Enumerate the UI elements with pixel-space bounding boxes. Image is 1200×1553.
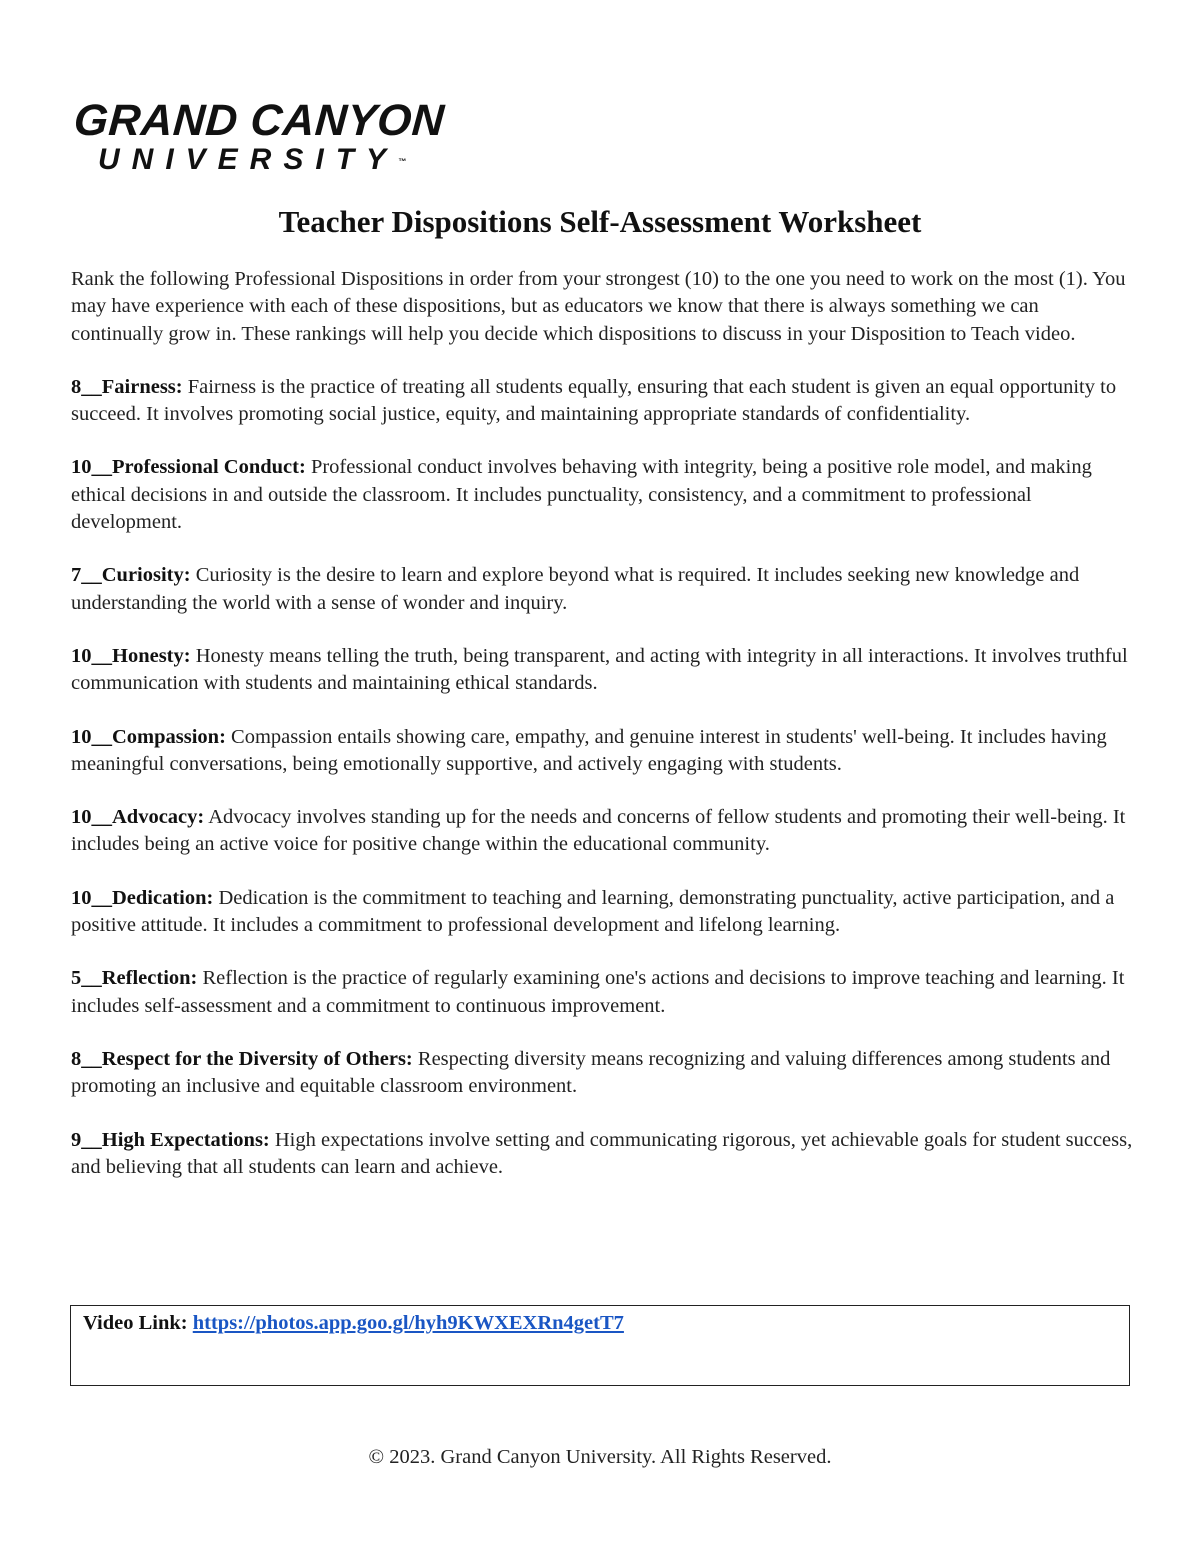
- disposition-rank: 5: [71, 967, 82, 990]
- disposition-item-high-expectations: [71, 1127, 1136, 1182]
- disposition-rank: 9: [71, 1128, 82, 1151]
- video-link-box: [70, 1305, 1130, 1386]
- logo-line-2-text: UNIVERSITY: [98, 143, 399, 176]
- disposition-rank: 7: [71, 564, 82, 587]
- disposition-item-reflection: [71, 965, 1136, 1020]
- rank-separator: __: [91, 725, 112, 748]
- disposition-rank: 10: [71, 886, 92, 909]
- rank-separator: __: [81, 564, 102, 587]
- disposition-description: Advocacy involves standing up for the needs and concerns of fellow students and promoting their well-being. It includes being an active voice for positive change within the educational community.: [71, 806, 1126, 856]
- disposition-name: Professional Conduct:: [112, 456, 306, 479]
- video-link-row: [83, 1312, 624, 1335]
- disposition-rank: 10: [71, 806, 92, 829]
- disposition-rank: 8: [71, 375, 82, 398]
- disposition-description: Reflection is the practice of regularly examining one's actions and decisions to improve teaching and learning. It includes self-assessment and a commitment to continuous improvement.: [71, 967, 1125, 1017]
- disposition-name: Fairness:: [101, 375, 183, 398]
- disposition-description: Curiosity is the desire to learn and explore beyond what is required. It includes seeking new knowledge and understanding the world with a sense of wonder and inquiry.: [71, 564, 1080, 614]
- disposition-description: Professional conduct involves behaving with integrity, being a positive role model, and making ethical decisions in and outside the classroom. It includes punctuality, consistency, and a commitment to professional development.: [71, 456, 1092, 534]
- rank-separator: __: [91, 806, 112, 829]
- disposition-name: High Expectations:: [101, 1128, 270, 1151]
- disposition-description: Compassion entails showing care, empathy, and genuine interest in students' well-being. It includes having meaningful conversations, being emotionally supportive, and actively engaging with students.: [71, 725, 1107, 775]
- page-title: Teacher Dispositions Self-Assessment Worksheet: [278, 204, 922, 239]
- disposition-item-advocacy: [71, 804, 1136, 859]
- video-link[interactable]: https://photos.app.goo.gl/hyh9KWXEXRn4getT7: [192, 1312, 624, 1334]
- logo-line-2: [98, 144, 434, 176]
- trademark-symbol: ™: [398, 157, 407, 166]
- rank-separator: __: [91, 644, 112, 667]
- disposition-rank: 10: [71, 644, 92, 667]
- disposition-description: Dedication is the commitment to teaching and learning, demonstrating punctuality, active participation, and a positive attitude. It includes a commitment to professional development and lifelong learning.: [71, 886, 1115, 937]
- disposition-name: Respect for the Diversity of Others:: [101, 1047, 413, 1070]
- logo-line-1: GRAND CANYON: [72, 96, 446, 145]
- university-logo: [72, 96, 446, 176]
- disposition-description: High expectations involve setting and communicating rigorous, yet achievable goals for student success, and believing that all students can learn and achieve.: [71, 1128, 1133, 1178]
- disposition-item-respect-diversity: [71, 1046, 1136, 1101]
- rank-separator: __: [91, 456, 112, 479]
- copyright-footer: © 2023. Grand Canyon University. All Rights Reserved.: [368, 1446, 832, 1468]
- disposition-item-professional-conduct: [71, 454, 1136, 536]
- rank-separator: __: [81, 967, 102, 990]
- rank-separator: __: [91, 886, 112, 909]
- disposition-rank: 10: [71, 456, 92, 479]
- disposition-name: Reflection:: [101, 967, 198, 990]
- disposition-item-fairness: [71, 374, 1136, 429]
- disposition-item-compassion: [71, 724, 1136, 779]
- disposition-name: Compassion:: [112, 725, 226, 748]
- disposition-description: Fairness is the practice of treating all students equally, ensuring that each student is given an equal opportunity to succeed. It involves promoting social justice, equity, and maintaining appropriate standards of confidentiality.: [71, 375, 1117, 426]
- intro-paragraph: Rank the following Professional Dispositions in order from your strongest (10) to the one you need to work on the most (1). You may have experience with each of these dispositions, but as educators we know that there is always something we can continually grow in. These rankings will help you decide which dispositions to discuss in your Disposition to Teach video.: [71, 268, 1126, 345]
- disposition-item-dedication: [71, 885, 1136, 940]
- disposition-name: Dedication:: [112, 886, 214, 909]
- video-link-label: Video Link:: [83, 1312, 188, 1334]
- disposition-item-curiosity: [71, 562, 1136, 617]
- disposition-description: Honesty means telling the truth, being transparent, and acting with integrity in all interactions. It involves truthful communication with students and maintaining ethical standards.: [71, 644, 1128, 695]
- disposition-item-honesty: [71, 643, 1136, 698]
- disposition-name: Advocacy:: [112, 806, 205, 829]
- rank-separator: __: [81, 1128, 102, 1151]
- disposition-rank: 10: [71, 725, 92, 748]
- rank-separator: __: [81, 1047, 102, 1070]
- disposition-rank: 8: [71, 1047, 82, 1070]
- disposition-description: Respecting diversity means recognizing and valuing differences among students and promoting an inclusive and equitable classroom environment.: [71, 1047, 1111, 1098]
- worksheet-body: [71, 266, 1136, 1207]
- disposition-name: Honesty:: [112, 644, 191, 667]
- disposition-name: Curiosity:: [101, 564, 191, 587]
- rank-separator: __: [81, 375, 102, 398]
